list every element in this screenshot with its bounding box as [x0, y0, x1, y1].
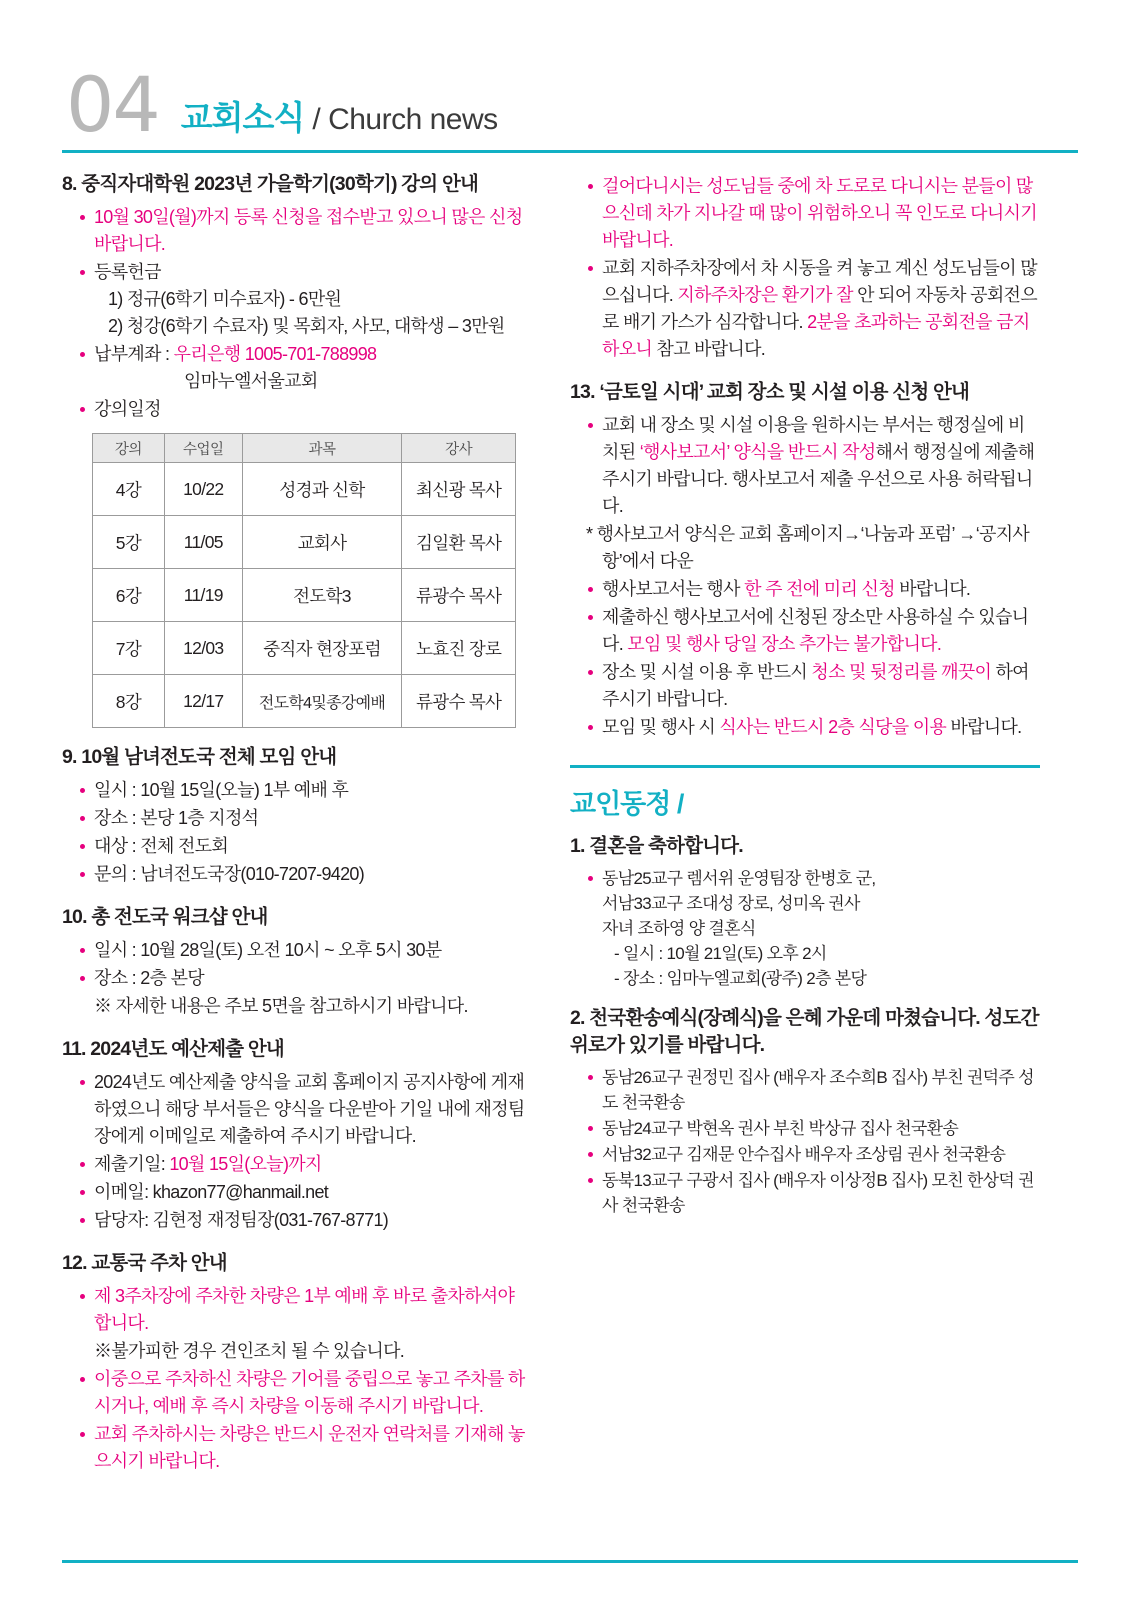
- table-row: [93, 463, 516, 516]
- list-item-note: ※불가피한 경우 견인조치 될 수 있습니다.: [94, 1341, 405, 1361]
- table-cell: 전도학4및종강예배: [242, 675, 402, 728]
- list-item: 교회 내 장소 및 시설 이용을 원하시는 부서는 행정실에 비치된 ‘행사보고서’ 양식을 반드시 작성해서 행정실에 제출해 주시기 바랍니다. 행사보고서 제출 우선으로 사용 허락됩니다.: [588, 412, 1040, 520]
- section-heading-12: 12. 교통국 주차 안내: [62, 1252, 227, 1274]
- list-item: [80, 1283, 532, 1337]
- table-header-cell: 과목: [242, 434, 402, 463]
- news-item-2-list: [570, 1065, 1040, 1218]
- right-top-list: [570, 173, 1040, 363]
- table-cell: 11/19: [164, 569, 242, 622]
- list-item: [80, 341, 532, 395]
- section-heading-9: 9. 10월 남녀전도국 전체 모임 안내: [62, 746, 337, 768]
- content-columns: [62, 171, 1078, 1476]
- list-item-text: 제 3주차장에 주차한 차량은 1부 예배 후 바로 출차하셔야 합니다.: [94, 1286, 515, 1333]
- list-item: 장소 : 2층 본당: [80, 965, 532, 992]
- table-row: [93, 569, 516, 622]
- list-item-text: 이중으로 주차하신 차량은 기어를 중립으로 놓고 주차를 하시거나, 예배 후 즉시 차량을 이동해 주시기 바랍니다.: [94, 1369, 525, 1416]
- page-number: 04: [66, 60, 159, 149]
- list-item-text: 동남25교구 렘서위 운영팀장 한병호 군,: [602, 869, 876, 888]
- table-row: [93, 622, 516, 675]
- table-cell: 4강: [93, 463, 165, 516]
- table-header-cell: 강사: [402, 434, 516, 463]
- news-block-title: 교인동정 /: [570, 789, 684, 819]
- list-item: 문의 : 남녀전도국장(010-7207-9420): [80, 861, 532, 888]
- list-item: [80, 396, 532, 423]
- list-item: 대상 : 전체 전도회: [80, 833, 532, 860]
- page-header: [62, 0, 1078, 149]
- table-cell: 8강: [93, 675, 165, 728]
- section-heading-13: 13. ‘금토일 시대’ 교회 장소 및 시설 이용 신청 안내: [570, 381, 970, 403]
- list-item-subline: 임마누엘서울교회: [184, 371, 318, 391]
- news-item-1-list: [570, 866, 1040, 991]
- table-cell: 중직자 현장포럼: [242, 622, 402, 675]
- section-heading-10: 10. 총 전도국 워크샵 안내: [62, 906, 268, 928]
- page-title-ko: 교회소식: [180, 99, 305, 136]
- left-column: [62, 171, 532, 1476]
- table-header-cell: 강의: [93, 434, 165, 463]
- list-item: [588, 173, 1040, 254]
- table-cell: 전도학3: [242, 569, 402, 622]
- header-divider: [62, 150, 1078, 153]
- list-item: 장소 : 본당 1층 지정석: [80, 805, 532, 832]
- list-item: 2024년도 예산제출 양식을 교회 홈페이지 공지사항에 게재하였으니 해당 부서들은 양식을 다운받아 기일 내에 재정팀장에게 이메일로 제출하여 주시기 바랍니다.: [80, 1069, 532, 1150]
- table-header-row: [93, 434, 516, 463]
- list-item: [588, 866, 1040, 991]
- section-heading-11: 11. 2024년도 예산제출 안내: [62, 1038, 284, 1060]
- table-cell: 류광수 목사: [402, 675, 516, 728]
- list-item: 모임 및 행사 시 식사는 반드시 2층 식당을 이용 바랍니다.: [588, 714, 1040, 741]
- list-item-subline: - 장소 : 임마누엘교회(광주) 2층 본당: [614, 969, 867, 988]
- list-item: [80, 1366, 532, 1420]
- section-10-list: [62, 937, 532, 1020]
- list-item-subline: - 일시 : 10월 21일(토) 오후 2시: [614, 944, 827, 963]
- list-item: 일시 : 10월 15일(오늘) 1부 예배 후: [80, 777, 532, 804]
- table-header-cell: 수업일: [164, 434, 242, 463]
- table-row: [93, 516, 516, 569]
- table-cell: 5강: [93, 516, 165, 569]
- section-8-list: [62, 204, 532, 423]
- list-item-text: 납부계좌 : 우리은행 1005-701-788998: [94, 344, 377, 364]
- news-item-heading-2: 2. 천국환송예식(장례식)을 은혜 가운데 마쳤습니다. 성도간 위로가 있기를 바랍니다.: [570, 1007, 1039, 1056]
- list-item: 제출하신 행사보고서에 신청된 장소만 사용하실 수 있습니다. 모임 및 행사 당일 장소 추가는 불가합니다.: [588, 604, 1040, 658]
- page-title: [181, 98, 498, 140]
- section-12-list: [62, 1283, 532, 1475]
- table-cell: 12/03: [164, 622, 242, 675]
- table-row: [93, 675, 516, 728]
- lecture-schedule-table: [92, 433, 516, 728]
- table-cell: 노효진 장로: [402, 622, 516, 675]
- section-divider: [570, 765, 1040, 768]
- page-title-en: / Church news: [312, 103, 498, 136]
- section-9-list: [62, 777, 532, 888]
- list-item-note: * 행사보고서 양식은 교회 홈페이지→‘나눔과 포럼’ →‘공지사항’에서 다운: [586, 524, 1030, 571]
- list-item: 행사보고서는 행사 한 주 전에 미리 신청 바랍니다.: [588, 576, 1040, 603]
- right-column: [570, 171, 1040, 1476]
- table-cell: 6강: [93, 569, 165, 622]
- table-cell: 김일환 목사: [402, 516, 516, 569]
- list-item-subline: 서남33교구 조대성 장로, 성미옥 권사: [602, 894, 860, 913]
- list-item: 담당자: 김현정 재정팀장(031-767-8771): [80, 1207, 532, 1234]
- news-item-heading-1: 1. 결혼을 축하합니다.: [570, 835, 743, 857]
- list-item-subline: 2) 청강(6학기 수료자) 및 목회자, 사모, 대학생 – 3만원: [108, 316, 505, 336]
- table-cell: 성경과 신학: [242, 463, 402, 516]
- list-item: 동남24교구 박현옥 권사 부친 박상규 집사 천국환송: [588, 1116, 1040, 1141]
- list-item: [588, 255, 1040, 363]
- table-cell: 11/05: [164, 516, 242, 569]
- footer-divider: [62, 1560, 1078, 1563]
- table-cell: 12/17: [164, 675, 242, 728]
- list-item: 이메일: khazon77@hanmail.net: [80, 1179, 532, 1206]
- list-item: 일시 : 10월 28일(토) 오전 10시 ~ 오후 5시 30분: [80, 937, 532, 964]
- list-item: 서남32교구 김재문 안수집사 배우자 조상림 권사 천국환송: [588, 1142, 1040, 1167]
- list-item-text: 걸어다니시는 성도님들 중에 차 도로로 다니시는 분들이 많으신데 차가 지나갈 때 많이 위험하오니 꼭 인도로 다니시기 바랍니다.: [602, 176, 1037, 250]
- list-item-text: 등록헌금: [94, 262, 161, 282]
- table-cell: 교회사: [242, 516, 402, 569]
- section-13-list: [570, 412, 1040, 741]
- list-item: [80, 1421, 532, 1475]
- list-item: [80, 1151, 532, 1178]
- list-item: 장소 및 시설 이용 후 반드시 청소 및 뒷정리를 깨끗이 하여주시기 바랍니다.: [588, 659, 1040, 713]
- list-item: [80, 259, 532, 340]
- list-item: 동북13교구 구광서 집사 (배우자 이상정B 집사) 모친 한상덕 권사 천국환송: [588, 1168, 1040, 1218]
- list-item-text: 제출기일: 10월 15일(오늘)까지: [94, 1154, 322, 1174]
- list-item-subline: 자녀 조하영 양 결혼식: [602, 919, 756, 938]
- list-item-note: ※ 자세한 내용은 주보 5면을 참고하시기 바랍니다.: [94, 996, 468, 1016]
- list-item-text: 10월 30일(월)까지 등록 신청을 접수받고 있으니 많은 신청 바랍니다.: [94, 207, 523, 254]
- list-item: [80, 204, 532, 258]
- list-item-text: 교회 지하주차장에서 차 시동을 켜 놓고 계신 성도님들이 많으십니다. 지하주차장은 환기가 잘 안 되어 자동차 공회전으로 배기 가스가 심각합니다. 2분을 초과하는 공회전을 금지하오니 참고 바랍니다.: [602, 258, 1037, 359]
- table-cell: 류광수 목사: [402, 569, 516, 622]
- list-item-subline: 1) 정규(6학기 미수료자) - 6만원: [108, 289, 342, 309]
- list-item-text: 교회 주차하시는 차량은 반드시 운전자 연락처를 기재해 놓으시기 바랍니다.: [94, 1424, 525, 1471]
- list-item-text: 강의일정: [94, 399, 161, 419]
- section-heading-8: 8. 중직자대학원 2023년 가을학기(30학기) 강의 안내: [62, 173, 479, 195]
- table-cell: 최신광 목사: [402, 463, 516, 516]
- section-11-list: [62, 1069, 532, 1234]
- table-cell: 10/22: [164, 463, 242, 516]
- list-item: 동남26교구 권정민 집사 (배우자 조수희B 집사) 부친 권덕주 성도 천국환송: [588, 1065, 1040, 1115]
- table-cell: 7강: [93, 622, 165, 675]
